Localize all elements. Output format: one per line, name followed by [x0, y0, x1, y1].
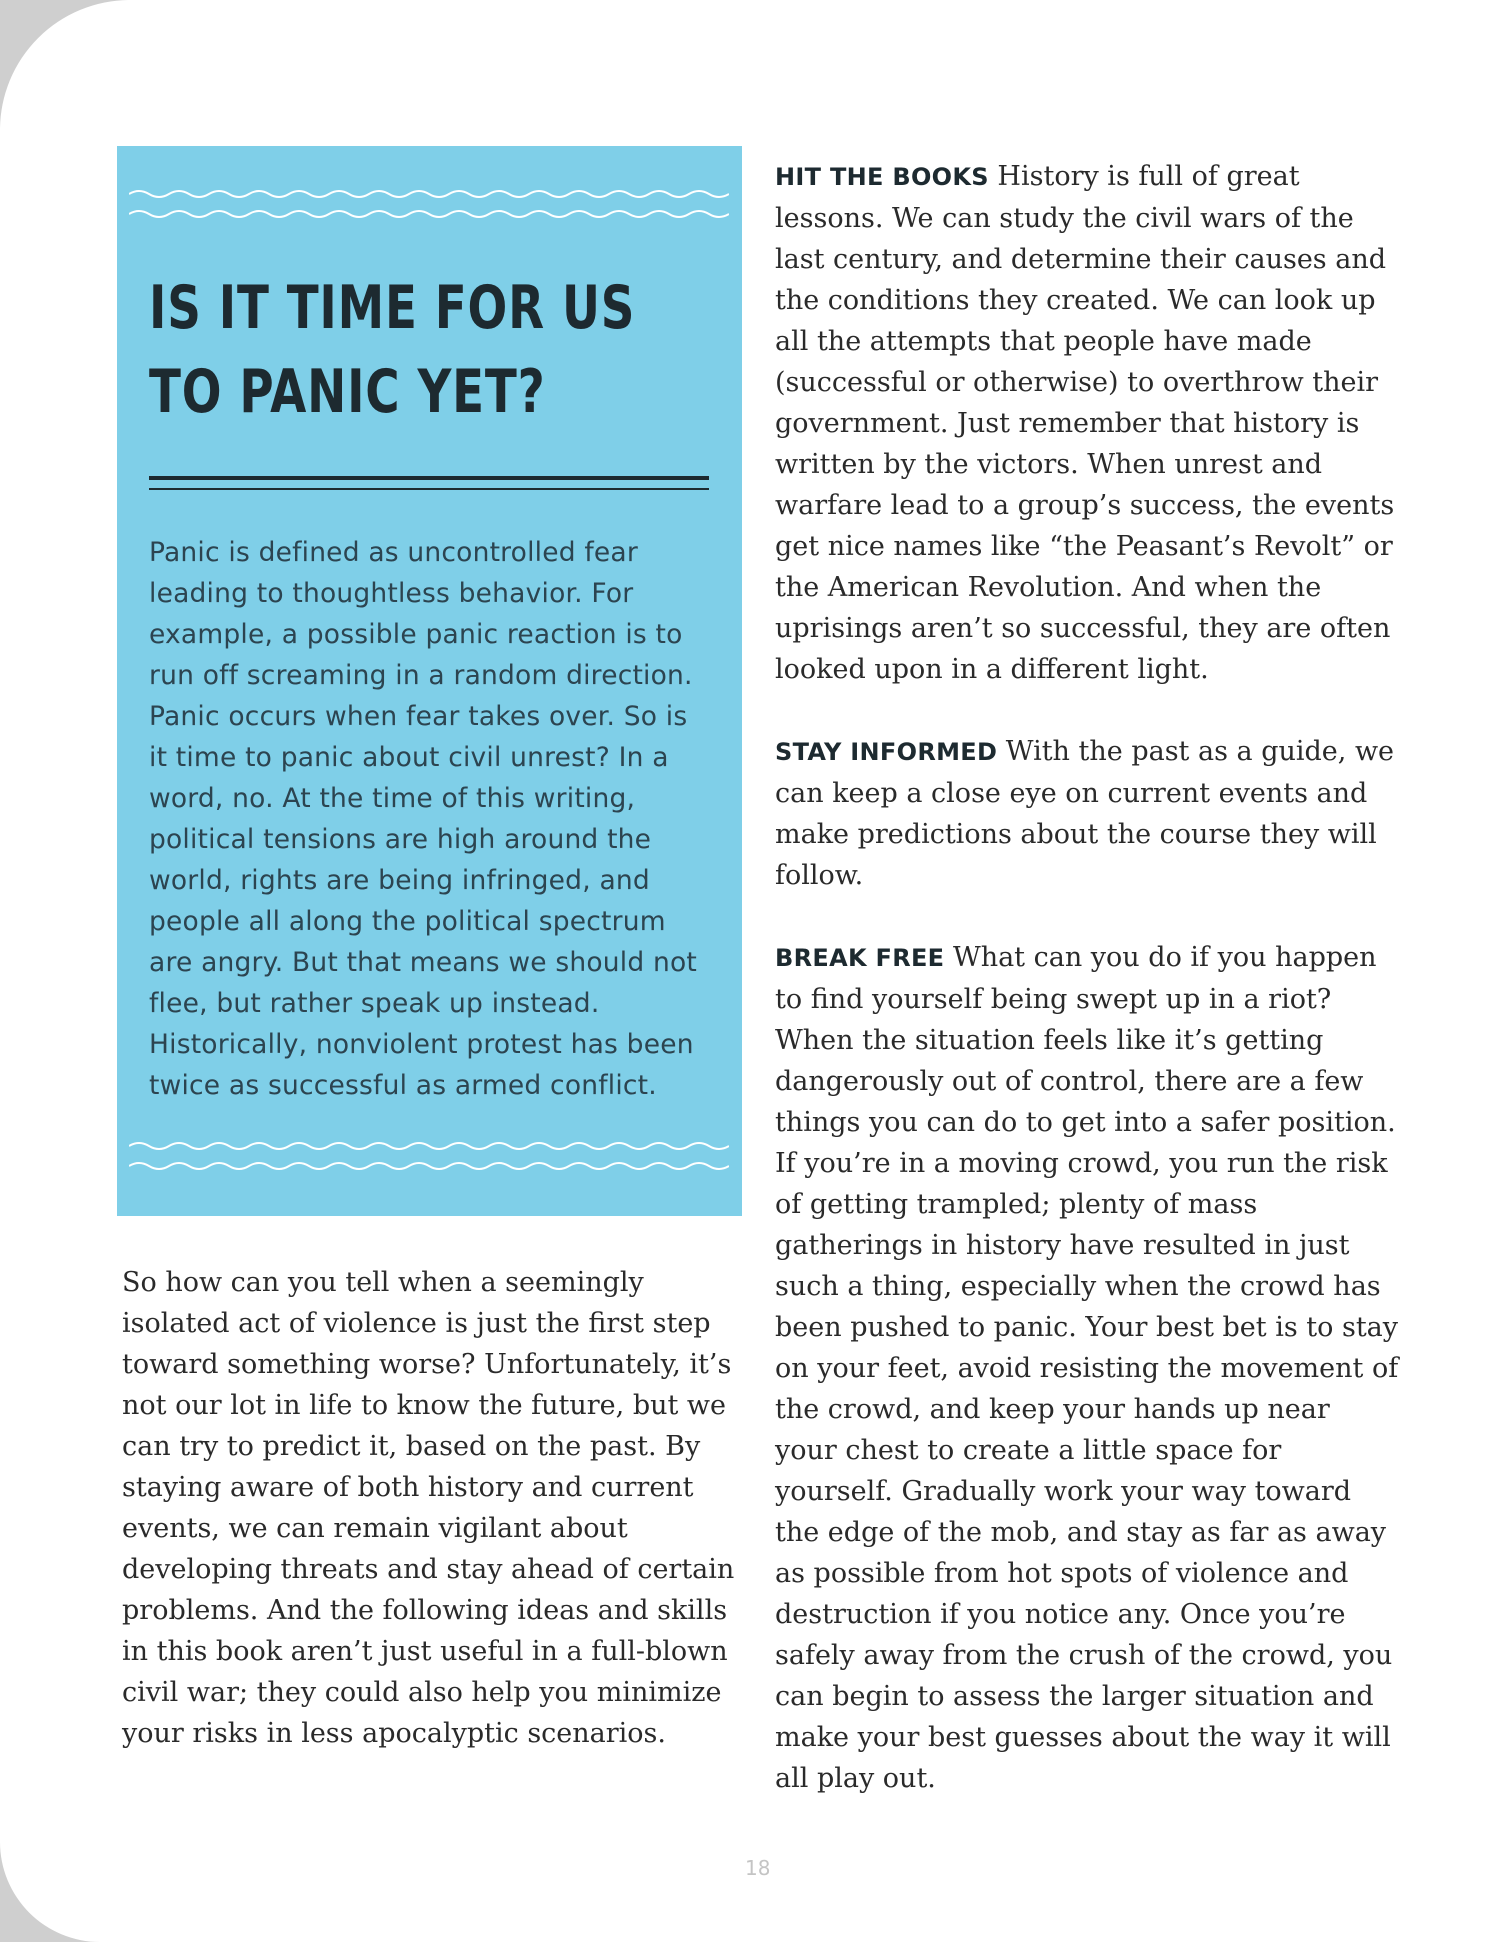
section-text: With the past as a guide, we can keep a close eye on current events and make predictions about the course they will follow. [775, 736, 1395, 891]
page-number: 18 [745, 1856, 771, 1880]
section-stay-informed [775, 731, 1400, 896]
wave-divider-top [129, 184, 729, 228]
sidebar-box [117, 146, 742, 1216]
section-break-free [775, 937, 1400, 1799]
left-body-paragraph: So how can you tell when a seemingly isolated act of violence is just the first step toward something worse? Unfortunately, it’s not our lot in life to know the future, but we can try to predict it, based on the past. By staying aware of both history and current events, we can remain vigilant about developing threats and stay ahead of certain problems. And the following ideas and skills in this book aren’t just useful in a full-blown civil war; they could also help you minimize your risks in less apocalyptic scenarios. [122, 1267, 735, 1749]
sidebar-body-text: Panic is defined as uncontrolled fear leading to thoughtless behavior. For example, a possible panic reaction is to run off screaming in a random direction. Panic occurs when fear takes over. So is it time to panic about civil unrest? In a word, no. At the time of this writing, political tensions are high around the world, rights are being infringed, and people all along the political spectrum are angry. But that means we should not flee, but rather speak up instead. Historically, nonviolent protest has been twice as successful as armed conflict. [149, 537, 698, 1101]
title-rule-thin [149, 488, 709, 490]
section-heading: BREAK FREE [775, 944, 945, 972]
section-heading: HIT THE BOOKS [775, 163, 989, 191]
right-column [775, 156, 1400, 1840]
section-text: History is full of great lessons. We can study the civil wars of the last century, and determine their causes and the conditions they created. We can look up all the attempts that people have made (successful or otherwise) to overthrow their government. Just remember that history is written by the victors. When unrest and warfare lead to a group’s success, the events get nice names like “the Peasant’s Revolt” or the American Revolution. And when the uprisings aren’t so successful, they are often looked upon in a different light. [775, 161, 1395, 685]
title-rule-thick [149, 476, 709, 480]
wave-divider-bottom [129, 1136, 729, 1180]
sidebar-title: IS IT TIME FOR US TO PANIC YET? [149, 273, 636, 427]
section-text: What can you do if you happen to find yourself being swept up in a riot? When the situation feels like it’s getting dangerously out of control, there are a few things you can do to get into a safer position. If you’re in a moving crowd, you run the risk of getting trampled; plenty of mass gatherings in history have resulted in just such a thing, especially when the crowd has been pushed to panic. Your best bet is to stay on your feet, avoid resisting the movement of the crowd, and keep your hands up near your chest to create a little space for yourself. Gradually work your way toward the edge of the mob, and stay as far as away as possible from hot spots of violence and destruction if you notice any. Once you’re safely away from the crush of the crowd, you can begin to assess the larger situation and make your best guesses about the way it will all play out. [775, 942, 1399, 1794]
section-heading: STAY INFORMED [775, 738, 998, 766]
section-hit-the-books [775, 156, 1400, 690]
